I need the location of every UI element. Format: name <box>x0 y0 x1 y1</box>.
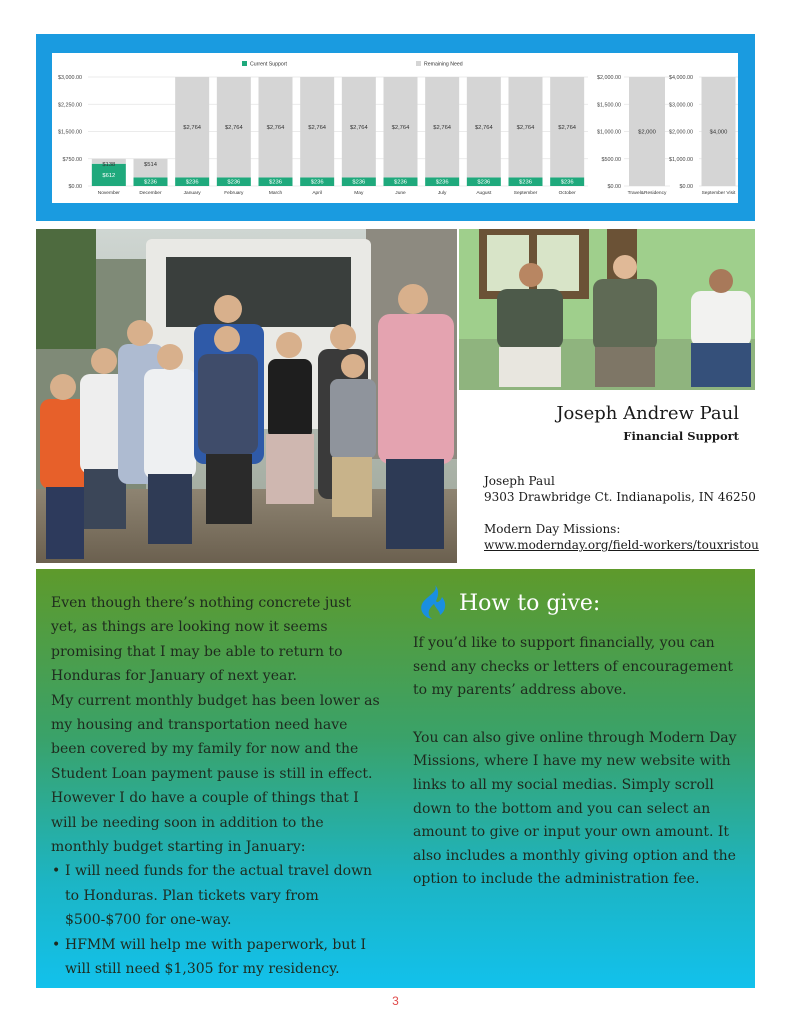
update-paragraph-1: Even though there’s nothing concrete just yet, as things are looking now it seems promising that I may be able to return to Honduras for January of next year. <box>51 595 352 685</box>
legend-label: Remaining Need <box>424 61 463 68</box>
x-tick-label: June <box>395 191 406 196</box>
men-photo <box>459 229 755 390</box>
y-tick-label: $3,000.00 <box>669 102 693 109</box>
data-label: $2,764 <box>474 125 493 132</box>
x-tick-label: April <box>312 191 322 196</box>
data-label: $236 <box>435 179 449 186</box>
y-tick-label: $2,250.00 <box>58 102 82 109</box>
data-label: $236 <box>310 179 324 186</box>
x-tick-label: May <box>354 191 364 196</box>
data-label: $2,764 <box>266 125 285 132</box>
give-paragraph-2: You can also give online through Modern Day Missions, where I have my new website with links to all my social medias. Simply scroll down to the bottom and you can select an amount to give or input your own amount. It also includes a monthly giving option and the option to include the administration fee. <box>413 729 737 888</box>
x-tick-label: October <box>558 191 576 196</box>
support-charts <box>52 53 738 203</box>
x-tick-label: February <box>224 191 244 196</box>
data-label: $2,764 <box>349 125 368 132</box>
data-label: $2,764 <box>516 125 535 132</box>
address-name: Joseph Paul <box>484 474 555 488</box>
list-item: • HFMM will help me with paperwork, but I will still need $1,305 for my residency. <box>65 933 381 982</box>
contact-role: Financial Support <box>623 429 739 443</box>
data-label: $236 <box>477 179 491 186</box>
y-tick-label: $3,000.00 <box>58 75 82 81</box>
give-paragraph-1: If you’d like to support financially, you can send any checks or letters of encouragement to my parents’ address above. <box>413 635 734 699</box>
y-tick-label: $0.00 <box>679 184 693 190</box>
update-column <box>51 591 381 982</box>
data-label: $514 <box>144 161 157 168</box>
x-tick-label: September Visit <box>701 191 736 196</box>
data-label: $2,764 <box>183 125 202 132</box>
y-tick-label: $1,000.00 <box>669 156 693 163</box>
chart-frame <box>36 34 755 221</box>
y-tick-label: $0.00 <box>68 184 82 190</box>
data-label: $236 <box>394 179 407 186</box>
x-tick-label: March <box>268 191 283 196</box>
page-number: 3 <box>392 994 399 1008</box>
x-tick-label: July <box>437 191 447 196</box>
data-label: $236 <box>519 179 532 186</box>
x-tick-label: Travel&Residency <box>627 191 667 196</box>
data-label: $138 <box>102 161 116 168</box>
data-label: $236 <box>185 179 199 186</box>
x-tick-label: August <box>476 191 492 196</box>
data-label: $236 <box>227 179 241 186</box>
data-label: $2,764 <box>308 125 327 132</box>
group-photo <box>36 229 457 563</box>
data-label: $2,764 <box>391 125 410 132</box>
x-tick-label: November <box>97 191 120 196</box>
data-label: $2,764 <box>433 125 452 132</box>
x-tick-label: September <box>513 191 538 196</box>
org-website-link[interactable]: www.modernday.org/field-workers/touxristou <box>484 538 759 552</box>
data-label: $236 <box>560 179 574 186</box>
chart-panel <box>52 53 738 203</box>
org-label: Modern Day Missions: <box>484 522 621 536</box>
x-tick-label: January <box>183 191 201 196</box>
data-label: $236 <box>269 179 282 186</box>
how-to-give-column <box>413 632 743 916</box>
y-tick-label: $2,000.00 <box>669 129 693 136</box>
data-label: $236 <box>352 179 366 186</box>
contact-name: Joseph Andrew Paul <box>556 403 739 424</box>
data-label: $612 <box>102 172 116 179</box>
y-tick-label: $1,500.00 <box>58 129 82 136</box>
flame-icon <box>418 584 448 624</box>
data-label: $2,764 <box>558 125 577 132</box>
list-item: • I will need funds for the actual travel down to Honduras. Plan tickets vary from $500-$700 for one-way. <box>65 859 381 932</box>
data-label: $2,000 <box>638 129 656 136</box>
legend-swatch <box>416 61 421 66</box>
legend-label: Current Support <box>250 61 287 68</box>
contact-block <box>484 473 759 553</box>
needs-list <box>51 859 381 981</box>
update-paragraph-2: My current monthly budget has been lower as my housing and transportation need have been covered by my family for now and the Student Loan payment pause is still in effect. However I do have a couple of things that I will be needing soon in addition to the monthly budget starting in January: <box>51 692 380 856</box>
x-tick-label: December <box>139 191 162 196</box>
legend-swatch <box>242 61 247 66</box>
y-tick-label: $4,000.00 <box>669 75 693 81</box>
y-tick-label: $2,000.00 <box>597 75 621 81</box>
how-to-give-title: How to give: <box>459 591 601 616</box>
data-label: $2,764 <box>224 125 243 132</box>
y-tick-label: $0.00 <box>607 184 621 190</box>
data-label: $4,000 <box>709 129 728 136</box>
y-tick-label: $500.00 <box>601 156 621 163</box>
address-line: 9303 Drawbridge Ct. Indianapolis, IN 46250 <box>484 490 756 504</box>
y-tick-label: $1,500.00 <box>597 102 621 109</box>
y-tick-label: $750.00 <box>62 156 82 163</box>
y-tick-label: $1,000.00 <box>597 129 621 136</box>
data-label: $236 <box>144 179 157 186</box>
